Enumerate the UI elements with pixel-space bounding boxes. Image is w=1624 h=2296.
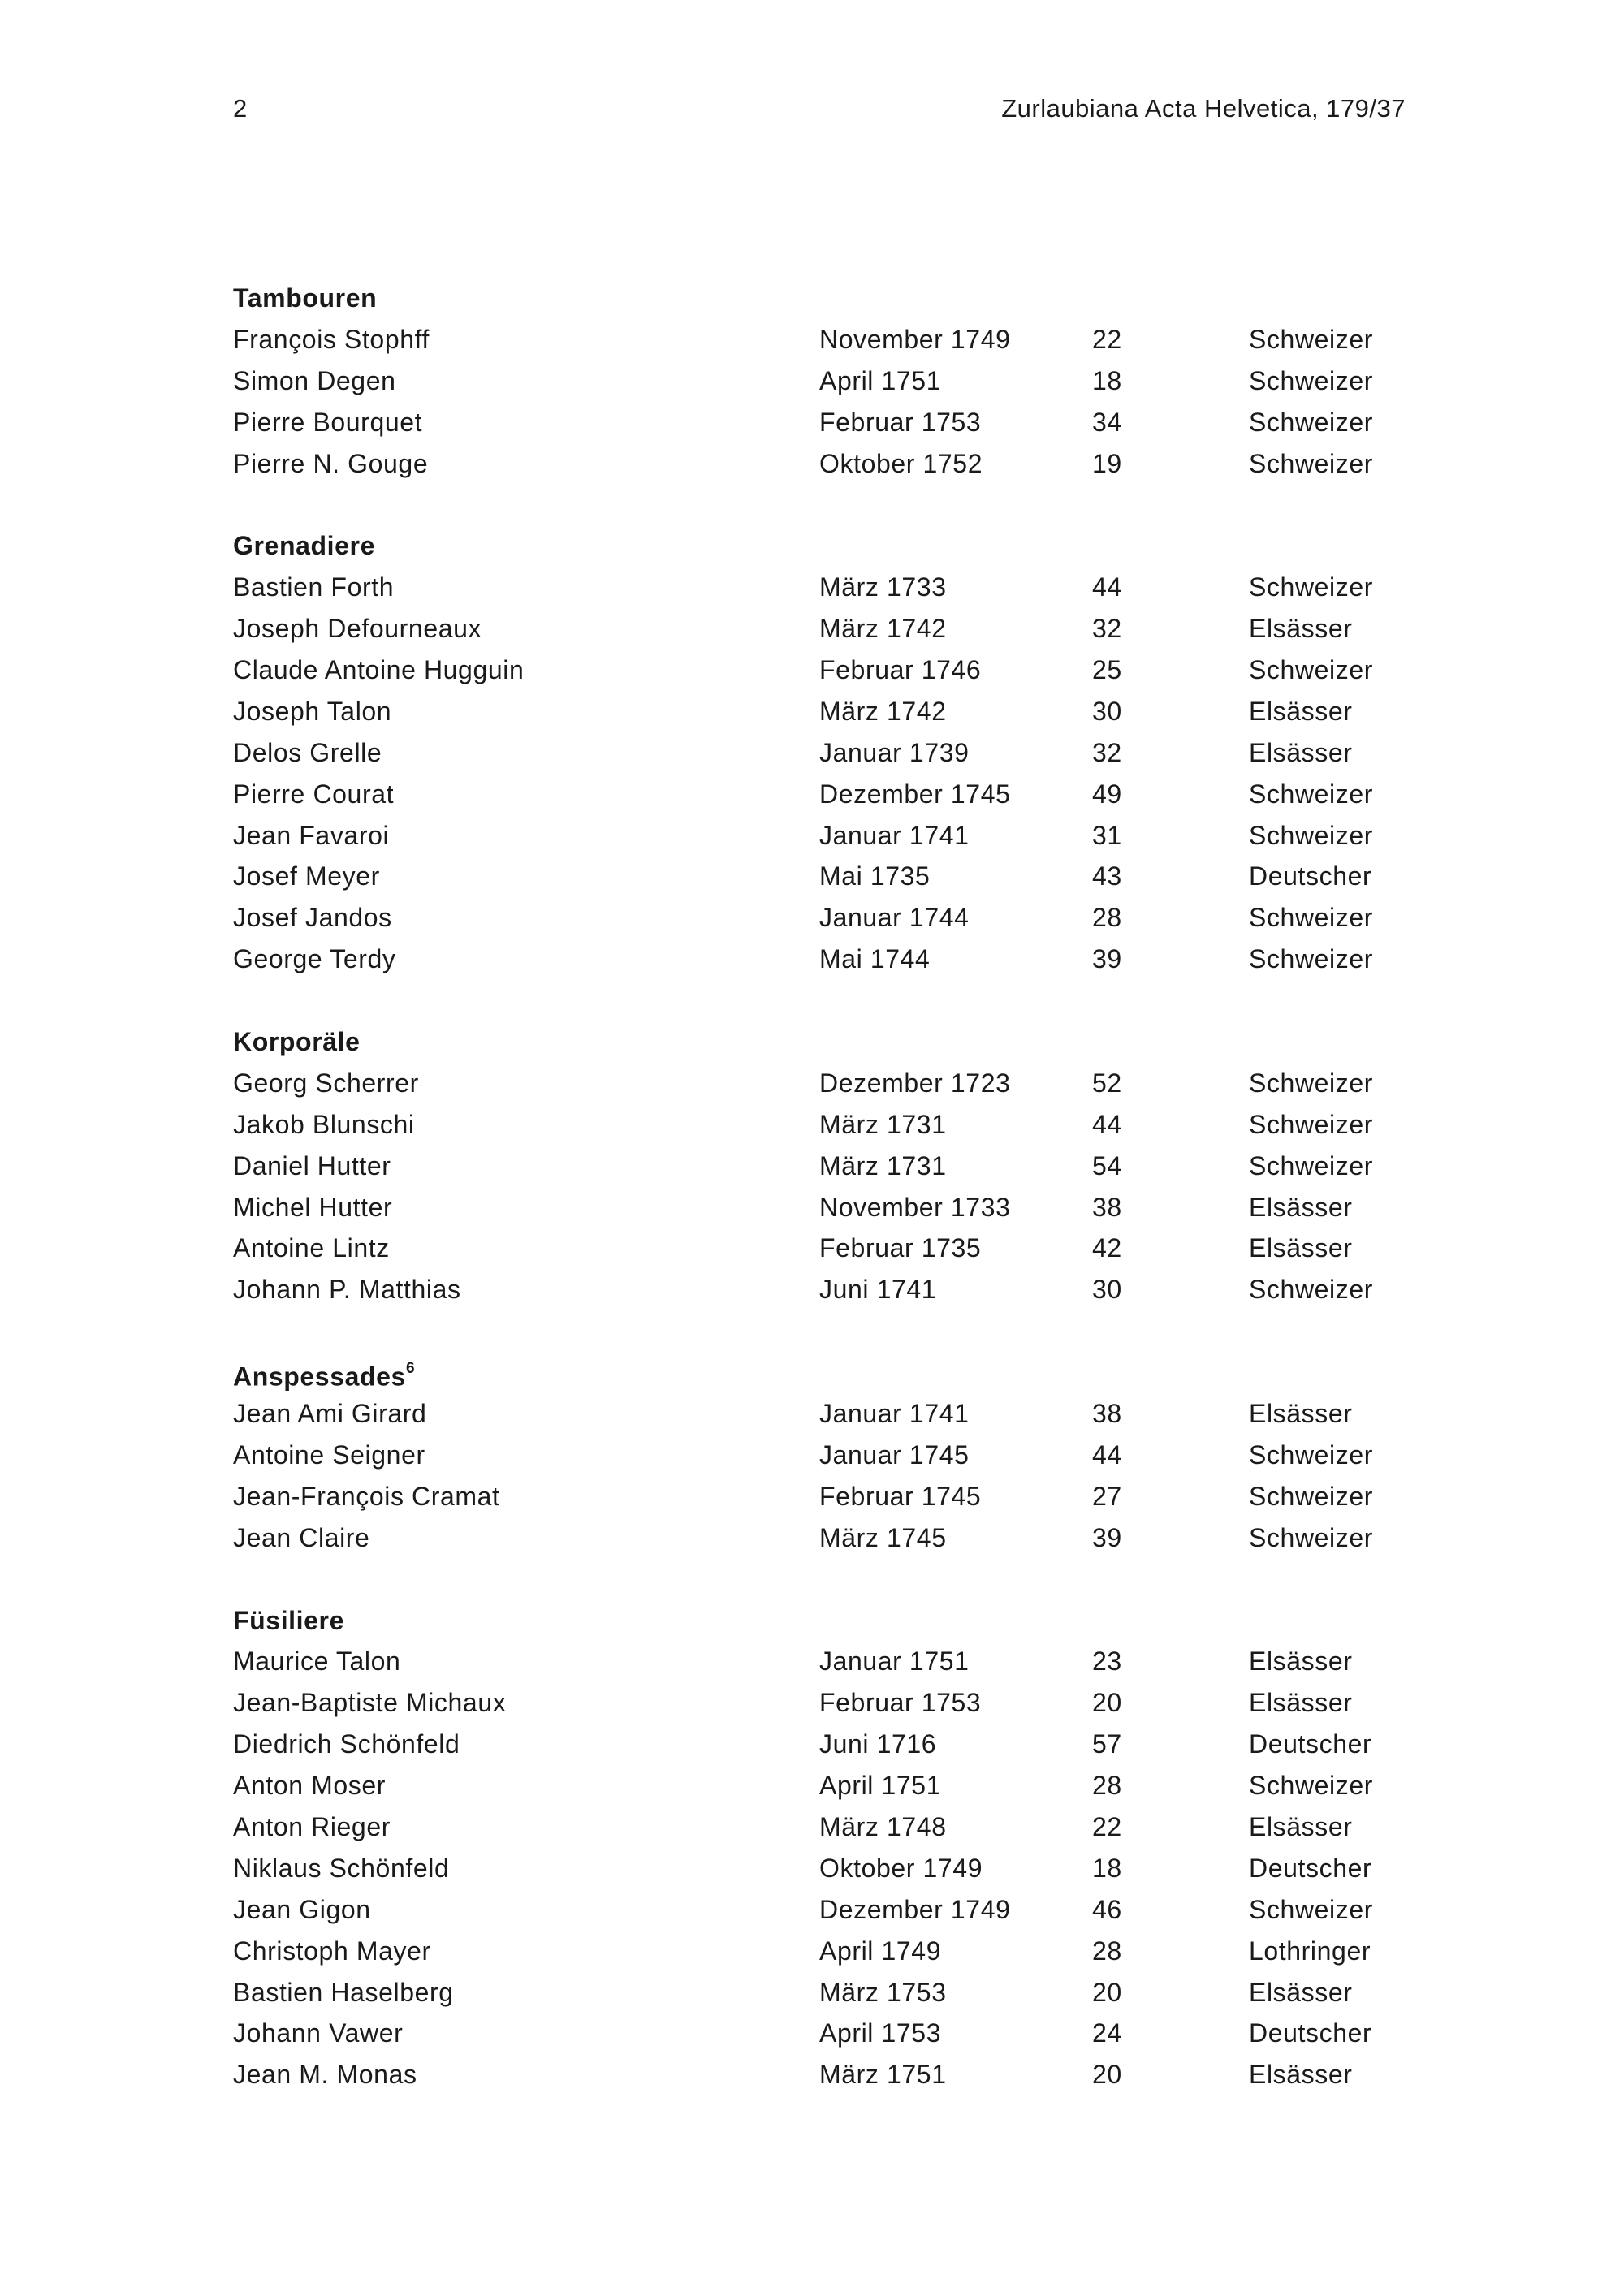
enlistment-date: Januar 1739 bbox=[819, 737, 970, 767]
nationality: Schweizer bbox=[1249, 1522, 1374, 1552]
soldier-name: Georg Scherrer bbox=[233, 1068, 419, 1098]
soldier-name: Pierre Courat bbox=[233, 779, 395, 809]
enlistment-date: Februar 1753 bbox=[819, 407, 982, 437]
age: 27 bbox=[1092, 1481, 1122, 1511]
section-heading bbox=[233, 278, 1410, 319]
nationality: Schweizer bbox=[1249, 779, 1374, 809]
table-row bbox=[233, 2013, 1410, 2054]
enlistment-date: Dezember 1745 bbox=[819, 779, 1011, 809]
nationality: Schweizer bbox=[1249, 365, 1374, 395]
soldier-name: Christoph Mayer bbox=[233, 1936, 431, 1966]
enlistment-date: März 1731 bbox=[819, 1150, 947, 1180]
nationality: Schweizer bbox=[1249, 655, 1374, 685]
soldier-name: Josef Jandos bbox=[233, 903, 392, 933]
nationality: Schweizer bbox=[1249, 903, 1374, 933]
table-row bbox=[233, 815, 1410, 857]
age: 39 bbox=[1092, 1522, 1122, 1552]
nationality: Elsässer bbox=[1249, 1233, 1353, 1263]
section-title: Füsiliere bbox=[233, 1605, 345, 1635]
nationality: Schweizer bbox=[1249, 1439, 1374, 1470]
section-title: Grenadiere bbox=[233, 531, 375, 561]
nationality: Elsässer bbox=[1249, 1399, 1353, 1429]
enlistment-date: Mai 1735 bbox=[819, 861, 931, 891]
age: 38 bbox=[1092, 1399, 1122, 1429]
age: 18 bbox=[1092, 365, 1122, 395]
age: 30 bbox=[1092, 696, 1122, 726]
age: 19 bbox=[1092, 448, 1122, 478]
table-row bbox=[233, 1393, 1410, 1435]
nationality: Elsässer bbox=[1249, 1192, 1353, 1222]
enlistment-date: März 1733 bbox=[819, 572, 947, 602]
age: 54 bbox=[1092, 1150, 1122, 1180]
age: 20 bbox=[1092, 2060, 1122, 2090]
enlistment-date: Februar 1735 bbox=[819, 1233, 982, 1263]
nationality: Deutscher bbox=[1249, 861, 1372, 891]
enlistment-date: Januar 1744 bbox=[819, 903, 970, 933]
nationality: Elsässer bbox=[1249, 1977, 1353, 2007]
soldier-name: Antoine Lintz bbox=[233, 1233, 390, 1263]
enlistment-date: Mai 1744 bbox=[819, 944, 931, 974]
running-title: Zurlaubiana Acta Helvetica, 179/37 bbox=[1001, 94, 1406, 123]
table-row bbox=[233, 360, 1410, 402]
enlistment-date: Januar 1741 bbox=[819, 1399, 970, 1429]
nationality: Schweizer bbox=[1249, 1150, 1374, 1180]
enlistment-date: März 1751 bbox=[819, 2060, 947, 2090]
table-row bbox=[233, 567, 1410, 608]
nationality: Elsässer bbox=[1249, 1811, 1353, 1841]
soldier-name: Jakob Blunschi bbox=[233, 1109, 415, 1139]
section-title: Tambouren bbox=[233, 283, 378, 313]
nationality: Schweizer bbox=[1249, 572, 1374, 602]
nationality: Schweizer bbox=[1249, 448, 1374, 478]
table-row bbox=[233, 1269, 1410, 1310]
soldier-name: George Terdy bbox=[233, 944, 396, 974]
table-row bbox=[233, 1848, 1410, 1889]
nationality: Schweizer bbox=[1249, 324, 1374, 354]
enlistment-date: April 1753 bbox=[819, 2018, 942, 2048]
age: 20 bbox=[1092, 1977, 1122, 2007]
soldier-name: Jean Favaroi bbox=[233, 820, 390, 850]
soldier-name: Johann Vawer bbox=[233, 2018, 404, 2048]
spacer-row bbox=[233, 1310, 1410, 1352]
soldier-name: Delos Grelle bbox=[233, 737, 382, 767]
table-row bbox=[233, 402, 1410, 443]
age: 38 bbox=[1092, 1192, 1122, 1222]
table-row bbox=[233, 1228, 1410, 1269]
nationality: Elsässer bbox=[1249, 2060, 1353, 2090]
table-row bbox=[233, 1476, 1410, 1517]
nationality: Elsässer bbox=[1249, 614, 1353, 644]
table-row bbox=[233, 774, 1410, 815]
spacer-row bbox=[233, 1559, 1410, 1600]
enlistment-date: März 1731 bbox=[819, 1109, 947, 1139]
table-row bbox=[233, 1187, 1410, 1228]
soldier-name: Niklaus Schönfeld bbox=[233, 1853, 450, 1883]
nationality: Schweizer bbox=[1249, 944, 1374, 974]
spacer-row bbox=[233, 980, 1410, 1021]
age: 34 bbox=[1092, 407, 1122, 437]
soldier-name: Anton Moser bbox=[233, 1771, 387, 1801]
table-row bbox=[233, 1972, 1410, 2013]
enlistment-date: März 1753 bbox=[819, 1977, 947, 2007]
table-row bbox=[233, 319, 1410, 360]
age: 44 bbox=[1092, 1439, 1122, 1470]
enlistment-date: Februar 1745 bbox=[819, 1481, 982, 1511]
age: 28 bbox=[1092, 1936, 1122, 1966]
section-title: Anspessades bbox=[233, 1362, 406, 1392]
enlistment-date: März 1748 bbox=[819, 1811, 947, 1841]
enlistment-date: Oktober 1752 bbox=[819, 448, 983, 478]
soldier-name: Bastien Forth bbox=[233, 572, 395, 602]
soldier-name: Jean Ami Girard bbox=[233, 1399, 427, 1429]
enlistment-date: März 1742 bbox=[819, 696, 947, 726]
soldier-name: François Stophff bbox=[233, 324, 430, 354]
enlistment-date: Februar 1746 bbox=[819, 655, 982, 685]
table-row bbox=[233, 897, 1410, 939]
enlistment-date: Dezember 1723 bbox=[819, 1068, 1011, 1098]
age: 32 bbox=[1092, 614, 1122, 644]
enlistment-date: Januar 1745 bbox=[819, 1439, 970, 1470]
age: 42 bbox=[1092, 1233, 1122, 1263]
soldier-name: Jean-Baptiste Michaux bbox=[233, 1688, 507, 1718]
soldier-name: Johann P. Matthias bbox=[233, 1275, 461, 1305]
soldier-name: Pierre N. Gouge bbox=[233, 448, 429, 478]
soldier-name: Antoine Seigner bbox=[233, 1439, 425, 1470]
age: 44 bbox=[1092, 1109, 1122, 1139]
table-row bbox=[233, 856, 1410, 897]
nationality: Schweizer bbox=[1249, 1894, 1374, 1924]
roster-table bbox=[233, 278, 1410, 2095]
soldier-name: Jean M. Monas bbox=[233, 2060, 417, 2090]
enlistment-date: März 1745 bbox=[819, 1522, 947, 1552]
table-row bbox=[233, 1724, 1410, 1765]
age: 39 bbox=[1092, 944, 1122, 974]
table-row bbox=[233, 1889, 1410, 1931]
age: 43 bbox=[1092, 861, 1122, 891]
table-row bbox=[233, 1641, 1410, 1682]
nationality: Schweizer bbox=[1249, 820, 1374, 850]
table-row bbox=[233, 1806, 1410, 1848]
age: 18 bbox=[1092, 1853, 1122, 1883]
age: 57 bbox=[1092, 1729, 1122, 1759]
age: 52 bbox=[1092, 1068, 1122, 1098]
nationality: Deutscher bbox=[1249, 1853, 1372, 1883]
table-row bbox=[233, 1104, 1410, 1146]
nationality: Schweizer bbox=[1249, 1109, 1374, 1139]
age: 22 bbox=[1092, 1811, 1122, 1841]
age: 32 bbox=[1092, 737, 1122, 767]
table-row bbox=[233, 443, 1410, 485]
enlistment-date: Dezember 1749 bbox=[819, 1894, 1011, 1924]
age: 46 bbox=[1092, 1894, 1122, 1924]
soldier-name: Maurice Talon bbox=[233, 1646, 401, 1677]
enlistment-date: März 1742 bbox=[819, 614, 947, 644]
age: 23 bbox=[1092, 1646, 1122, 1677]
nationality: Deutscher bbox=[1249, 2018, 1372, 2048]
table-row bbox=[233, 608, 1410, 650]
age: 31 bbox=[1092, 820, 1122, 850]
nationality: Schweizer bbox=[1249, 1068, 1374, 1098]
enlistment-date: Oktober 1749 bbox=[819, 1853, 983, 1883]
nationality: Deutscher bbox=[1249, 1729, 1372, 1759]
enlistment-date: April 1749 bbox=[819, 1936, 942, 1966]
age: 24 bbox=[1092, 2018, 1122, 2048]
nationality: Schweizer bbox=[1249, 1481, 1374, 1511]
page-number: 2 bbox=[233, 94, 248, 123]
nationality: Schweizer bbox=[1249, 1771, 1374, 1801]
soldier-name: Michel Hutter bbox=[233, 1192, 393, 1222]
enlistment-date: Februar 1753 bbox=[819, 1688, 982, 1718]
nationality: Elsässer bbox=[1249, 696, 1353, 726]
section-heading bbox=[233, 1352, 1410, 1393]
enlistment-date: April 1751 bbox=[819, 1771, 942, 1801]
soldier-name: Joseph Talon bbox=[233, 696, 392, 726]
enlistment-date: November 1733 bbox=[819, 1192, 1011, 1222]
enlistment-date: Januar 1751 bbox=[819, 1646, 970, 1677]
table-row bbox=[233, 2054, 1410, 2095]
spacer-row bbox=[233, 484, 1410, 525]
age: 28 bbox=[1092, 1771, 1122, 1801]
nationality: Schweizer bbox=[1249, 1275, 1374, 1305]
table-row bbox=[233, 691, 1410, 732]
soldier-name: Jean Gigon bbox=[233, 1894, 371, 1924]
table-row bbox=[233, 939, 1410, 980]
soldier-name: Joseph Defourneaux bbox=[233, 614, 482, 644]
footnote-marker: 6 bbox=[405, 1360, 416, 1378]
enlistment-date: November 1749 bbox=[819, 324, 1011, 354]
nationality: Elsässer bbox=[1249, 1688, 1353, 1718]
enlistment-date: Januar 1741 bbox=[819, 820, 970, 850]
section-heading bbox=[233, 525, 1410, 567]
soldier-name: Jean Claire bbox=[233, 1522, 370, 1552]
soldier-name: Jean-François Cramat bbox=[233, 1481, 500, 1511]
section-title: Korporäle bbox=[233, 1027, 361, 1057]
nationality: Elsässer bbox=[1249, 737, 1353, 767]
soldier-name: Anton Rieger bbox=[233, 1811, 391, 1841]
enlistment-date: Juni 1716 bbox=[819, 1729, 937, 1759]
section-heading bbox=[233, 1021, 1410, 1063]
table-row bbox=[233, 1682, 1410, 1724]
soldier-name: Claude Antoine Hugguin bbox=[233, 655, 525, 685]
age: 49 bbox=[1092, 779, 1122, 809]
enlistment-date: Juni 1741 bbox=[819, 1275, 937, 1305]
soldier-name: Pierre Bourquet bbox=[233, 407, 423, 437]
table-row bbox=[233, 1931, 1410, 1972]
age: 20 bbox=[1092, 1688, 1122, 1718]
soldier-name: Bastien Haselberg bbox=[233, 1977, 454, 2007]
section-heading bbox=[233, 1600, 1410, 1642]
nationality: Schweizer bbox=[1249, 407, 1374, 437]
table-row bbox=[233, 650, 1410, 691]
soldier-name: Josef Meyer bbox=[233, 861, 380, 891]
table-row bbox=[233, 1063, 1410, 1104]
nationality: Elsässer bbox=[1249, 1646, 1353, 1677]
table-row bbox=[233, 1146, 1410, 1187]
table-row bbox=[233, 1435, 1410, 1476]
soldier-name: Daniel Hutter bbox=[233, 1150, 391, 1180]
age: 25 bbox=[1092, 655, 1122, 685]
soldier-name: Simon Degen bbox=[233, 365, 396, 395]
table-row bbox=[233, 732, 1410, 774]
table-row bbox=[233, 1765, 1410, 1806]
age: 22 bbox=[1092, 324, 1122, 354]
age: 44 bbox=[1092, 572, 1122, 602]
enlistment-date: April 1751 bbox=[819, 365, 942, 395]
age: 28 bbox=[1092, 903, 1122, 933]
soldier-name: Diedrich Schönfeld bbox=[233, 1729, 460, 1759]
nationality: Lothringer bbox=[1249, 1936, 1371, 1966]
table-row bbox=[233, 1517, 1410, 1559]
age: 30 bbox=[1092, 1275, 1122, 1305]
